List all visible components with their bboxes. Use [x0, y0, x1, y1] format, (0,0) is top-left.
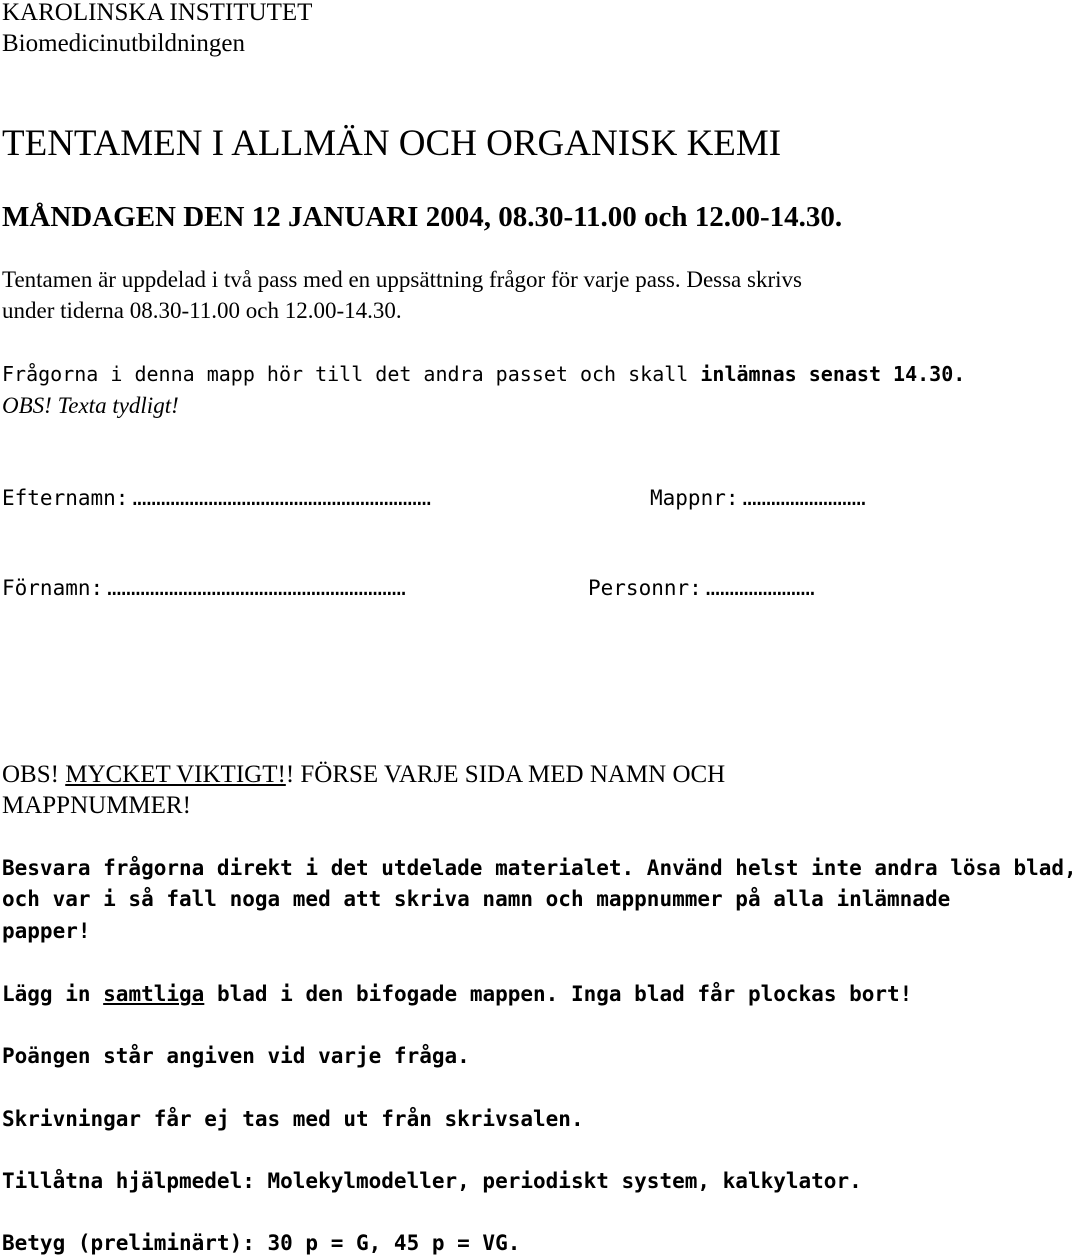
exam-date-line: MÅNDAGEN DEN 12 JANUARI 2004, 08.30-11.00 och 12.00-14.30. [2, 201, 843, 233]
intro-line-1: Tentamen är uppdelad i två pass med en uppsättning frågor för varje pass. Dessa skrivs [2, 267, 802, 292]
write-clearly-text: Texta tydligt! [51, 393, 179, 418]
exam-title: TENTAMEN I ALLMÄN OCH ORGANISK KEMI [2, 123, 782, 164]
submit-instruction [2, 360, 965, 389]
firstname-dots: ............................................................... [103, 576, 402, 600]
insert-rule [2, 979, 912, 1009]
firstname-field[interactable] [2, 576, 402, 600]
insert-rule-all: samtliga [103, 982, 205, 1006]
no-removal-rule: Skrivningar får ej tas med ut från skrivsalen. [2, 1107, 584, 1131]
personal-number-field[interactable] [588, 576, 811, 600]
institution-name: KAROLINSKA INSTITUTET [2, 0, 313, 26]
warning-rest: ! FÖRSE VARJE SIDA MED NAMN OCH [285, 761, 726, 788]
obs-label: OBS! [2, 393, 52, 418]
folder-number-dots: .......................... [738, 486, 862, 510]
intro-line-2: under tiderna 08.30-11.00 och 12.00-14.30. [2, 298, 402, 323]
folder-number-field[interactable] [650, 486, 862, 510]
answer-rule-line-2: och var i så fall noga med att skriva namn och mappnummer på alla inlämnade [2, 887, 951, 911]
personal-number-label: Personnr: [588, 576, 702, 600]
lastname-label: Efternamn: [2, 486, 129, 510]
insert-rule-suffix: blad i den bifogade mappen. Inga blad får plockas bort! [204, 982, 913, 1006]
folder-number-label: Mappnr: [650, 486, 739, 510]
submit-deadline: inlämnas senast 14.30. [700, 362, 966, 386]
lastname-dots: ............................................................... [128, 486, 428, 510]
points-rule: Poängen står angiven vid varje fråga. [2, 1044, 470, 1068]
lastname-field[interactable] [2, 486, 427, 510]
allowed-aids-rule: Tillåtna hjälpmedel: Molekylmodeller, periodiskt system, kalkylator. [2, 1169, 862, 1193]
warning-obs: OBS! [2, 761, 66, 788]
insert-rule-prefix: Lägg in [2, 982, 104, 1006]
write-clearly-note [2, 391, 179, 420]
warning-line-1 [2, 759, 725, 791]
submit-instruction-prefix: Frågorna i denna mapp hör till det andra passet och skall [2, 362, 701, 386]
personal-number-dots: ....................... [701, 576, 811, 600]
warning-line-2: MAPPNUMMER! [2, 792, 191, 819]
warning-very-important: MYCKET VIKTIGT! [65, 761, 286, 788]
answer-rule-line-3: papper! [2, 919, 91, 943]
grading-rule: Betyg (preliminärt): 30 p = G, 45 p = VG. [2, 1231, 521, 1255]
answer-rule-line-1: Besvara frågorna direkt i det utdelade materialet. Använd helst inte andra lösa blad, [2, 856, 1077, 880]
department-name: Biomedicinutbildningen [2, 30, 246, 57]
firstname-label: Förnamn: [2, 576, 104, 600]
